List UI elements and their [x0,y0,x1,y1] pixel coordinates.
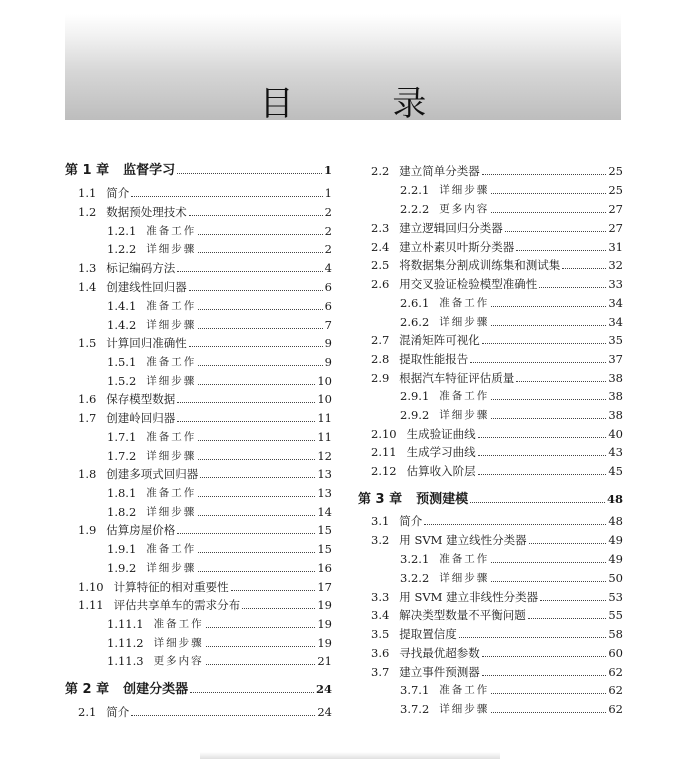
toc-entry-page: 15 [317,523,332,537]
toc-entry [358,294,623,313]
toc-entry-page: 45 [608,464,623,478]
toc-entry-page: 62 [608,683,623,697]
toc-entry [358,663,623,682]
toc-entry-title: 用 SVM 建立线性分类器 [399,533,527,547]
toc-entry-page: 38 [608,371,623,385]
toc-entry [358,369,623,388]
toc-leader-dots [491,581,606,582]
toc-entry-title: 建立朴素贝叶斯分类器 [399,240,515,254]
toc-entry [65,297,332,316]
toc-leader-dots [198,571,315,572]
toc-leader-dots [198,496,315,497]
toc-entry-number: 2.6 [371,277,390,291]
toc-entry-number: 1.5.1 [107,355,137,369]
toc-entry-page: 14 [317,505,332,519]
toc-entry-title: 评估共享单车的需求分布 [113,598,241,612]
toc-entry [65,634,332,653]
toc-entry-title: 计算特征的相对重要性 [113,580,229,594]
toc-entry-number: 1.2 [78,205,97,219]
toc-entry-title: 详细步骤 [146,243,197,255]
footer-cutoff [200,752,500,759]
toc-entry-page: 58 [608,627,623,641]
toc-entry-page: 9 [324,355,332,369]
toc-leader-dots [198,252,322,253]
toc-entry-page: 32 [608,258,623,272]
toc-entry-title: 准备工作 [439,684,490,696]
toc-leader-dots [177,533,315,534]
toc-entry [65,222,332,241]
toc-entry-number: 1.7.2 [107,449,137,463]
toc-entry-page: 55 [608,608,623,622]
toc-entry-title: 详细步骤 [146,375,197,387]
toc-entry-number: 2.6.1 [400,296,430,310]
toc-entry-page: 1 [323,163,332,177]
toc-entry-title: 准备工作 [439,297,490,309]
toc-entry-page: 16 [317,561,332,575]
toc-entry-title: 用 SVM 建立非线性分类器 [399,590,539,604]
toc-entry-number: 3.7.2 [400,702,430,716]
toc-entry-number: 1.5 [78,336,97,350]
toc-entry-title: 估算收入阶层 [406,464,476,478]
toc-entry [358,350,623,369]
toc-entry-title: 提取性能报告 [399,352,469,366]
toc-entry-number: 1.9 [78,523,97,537]
toc-leader-dots [516,250,606,251]
toc-entry-number: 第 2 章 [65,682,110,697]
toc-entry-title: 混淆矩阵可视化 [399,333,480,347]
toc-entry-number: 2.2.1 [400,183,430,197]
toc-entry-page: 27 [608,202,623,216]
toc-entry-title: 简介 [399,514,423,528]
toc-entry [65,596,332,615]
toc-entry-number: 1.1 [78,186,97,200]
toc-entry [358,606,623,625]
toc-entry [65,409,332,428]
toc-entry-title: 详细步骤 [153,637,204,649]
toc-entry-page: 38 [608,408,623,422]
toc-entry [358,681,623,700]
toc-entry-page: 40 [608,427,623,441]
toc-entry-title: 保存模型数据 [106,392,176,406]
toc-entry-number: 2.6.2 [400,315,430,329]
toc-entry-title: 更多内容 [439,203,490,215]
toc-leader-dots [478,455,607,456]
toc-leader-dots [198,552,315,553]
toc-entry-page: 6 [324,299,332,313]
toc-entry-title: 用交叉验证检验模型准确性 [399,277,538,291]
toc-entry [65,578,332,597]
toc-entry-page: 25 [608,183,623,197]
toc-leader-dots [478,437,607,438]
toc-leader-dots [528,618,607,619]
toc-entry [65,540,332,559]
toc-entry [65,521,332,540]
toc-entry-title: 详细步骤 [439,316,490,328]
toc-entry [65,334,332,353]
toc-leader-dots [198,365,322,366]
toc-leader-dots [206,646,316,647]
toc-entry-number: 2.8 [371,352,390,366]
toc-leader-dots [189,346,323,347]
toc-leader-dots [482,675,607,676]
toc-entry [358,644,623,663]
toc-leader-dots [491,562,606,563]
toc-entry-number: 1.2.2 [107,242,137,256]
toc-leader-dots [459,637,607,638]
toc-entry-number: 1.4 [78,280,97,294]
toc-entry [358,462,623,481]
toc-entry-page: 9 [324,336,332,350]
toc-entry-number: 2.3 [371,221,390,235]
toc-entry-title: 准备工作 [146,225,197,237]
toc-entry-number: 3.2.1 [400,552,430,566]
toc-entry-number: 2.9 [371,371,390,385]
toc-leader-dots [131,715,315,716]
toc-entry-page: 34 [608,296,623,310]
toc-entry-number: 1.4.2 [107,318,137,332]
toc-entry-number: 第 1 章 [65,163,110,178]
toc-entry [65,652,332,671]
toc-entry-title: 简介 [106,705,130,719]
toc-entry-number: 1.9.1 [107,542,137,556]
toc-chapter-entry [65,161,332,180]
toc-entry [358,588,623,607]
toc-entry-title: 准备工作 [439,390,490,402]
toc-entry-number: 1.11 [78,598,104,612]
toc-entry-number: 3.2 [371,533,390,547]
toc-leader-dots [177,421,315,422]
toc-entry-title: 更多内容 [153,655,204,667]
toc-entry [65,390,332,409]
toc-entry-title: 详细步骤 [146,562,197,574]
toc-entry-number: 2.11 [371,445,397,459]
toc-entry-page: 2 [324,205,332,219]
toc-entry-number: 1.11.2 [107,636,144,650]
toc-entry-number: 1.10 [78,580,104,594]
toc-entry-page: 35 [608,333,623,347]
toc-entry-title: 生成验证曲线 [406,427,476,441]
toc-leader-dots [206,627,316,628]
toc-entry [65,353,332,372]
toc-entry-title: 建立逻辑回归分类器 [399,221,503,235]
toc-entry [358,219,623,238]
toc-entry-page: 2 [324,224,332,238]
toc-entry-page: 34 [608,315,623,329]
toc-entry [65,184,332,203]
toc-entry-title: 创建分类器 [123,682,189,697]
toc-entry [358,443,623,462]
toc-leader-dots [242,608,315,609]
toc-entry-title: 详细步骤 [146,450,197,462]
toc-entry-title: 详细步骤 [146,506,197,518]
toc-leader-dots [529,543,607,544]
toc-entry-page: 21 [317,654,332,668]
toc-left-column [65,0,332,759]
toc-entry [65,559,332,578]
toc-entry-page: 24 [317,705,332,719]
toc-leader-dots [539,287,606,288]
toc-entry-title: 详细步骤 [439,184,490,196]
toc-entry-number: 1.6 [78,392,97,406]
toc-entry [358,331,623,350]
toc-leader-dots [482,343,607,344]
toc-entry-title: 详细步骤 [439,703,490,715]
toc-leader-dots [206,664,316,665]
toc-entry-title: 监督学习 [123,163,176,178]
toc-entry-title: 将数据集分割成训练集和测试集 [399,258,561,272]
toc-entry [65,428,332,447]
toc-entry [358,256,623,275]
toc-entry-page: 33 [608,277,623,291]
toc-entry-number: 2.9.1 [400,389,430,403]
toc-entry [65,316,332,335]
toc-entry [358,531,623,550]
toc-leader-dots [470,502,605,503]
toc-entry-number: 3.7.1 [400,683,430,697]
toc-entry-title: 数据预处理技术 [106,205,187,219]
toc-entry-number: 2.5 [371,258,390,272]
toc-entry-page: 49 [608,533,623,547]
toc-entry-title: 准备工作 [146,300,197,312]
toc-leader-dots [562,268,606,269]
toc-entry-title: 准备工作 [146,487,197,499]
toc-entry-page: 12 [317,449,332,463]
toc-leader-dots [482,174,607,175]
toc-entry [358,406,623,425]
toc-entry-number: 1.8 [78,467,97,481]
toc-entry-title: 创建岭回归器 [106,411,176,425]
toc-leader-dots [198,515,315,516]
toc-entry-title: 准备工作 [146,356,197,368]
toc-leader-dots [198,440,315,441]
toc-entry-number: 2.4 [371,240,390,254]
toc-entry-number: 1.4.1 [107,299,137,313]
toc-entry [65,203,332,222]
toc-entry-number: 2.2.2 [400,202,430,216]
toc-entry [65,465,332,484]
toc-entry-number: 1.7 [78,411,97,425]
toc-leader-dots [131,196,322,197]
toc-entry-page: 49 [608,552,623,566]
toc-entry-number: 2.9.2 [400,408,430,422]
toc-leader-dots [198,384,315,385]
toc-entry-page: 13 [317,467,332,481]
toc-leader-dots [491,212,606,213]
toc-entry-title: 标记编码方法 [106,261,176,275]
toc-entry-number: 2.1 [78,705,97,719]
toc-entry-number: 1.7.1 [107,430,137,444]
toc-entry-page: 2 [324,242,332,256]
toc-entry [65,703,332,722]
toc-entry-number: 1.8.1 [107,486,137,500]
toc-leader-dots [190,692,314,693]
toc-entry-title: 估算房屋价格 [106,523,176,537]
toc-entry-page: 62 [608,702,623,716]
toc-entry-title: 根据汽车特征评估质量 [399,371,515,385]
toc-entry-page: 48 [608,514,623,528]
toc-entry-page: 25 [608,164,623,178]
toc-entry-number: 2.10 [371,427,397,441]
toc-entry-page: 19 [317,617,332,631]
toc-entry-number: 1.2.1 [107,224,137,238]
toc-entry-number: 3.5 [371,627,390,641]
toc-leader-dots [491,306,606,307]
toc-entry [358,238,623,257]
toc-entry-page: 13 [317,486,332,500]
toc-entry [358,181,623,200]
toc-entry-number: 3.1 [371,514,390,528]
toc-entry [65,447,332,466]
toc-leader-dots [478,474,607,475]
toc-entry-title: 详细步骤 [439,409,490,421]
toc-entry-page: 11 [317,411,332,425]
toc-leader-dots [177,173,322,174]
toc-leader-dots [198,234,322,235]
toc-entry-page: 62 [608,665,623,679]
toc-entry-number: 1.11.1 [107,617,144,631]
toc-leader-dots [424,524,606,525]
toc-entry [65,240,332,259]
toc-right-column [358,0,623,759]
toc-entry-title: 简介 [106,186,130,200]
toc-entry-title: 生成学习曲线 [406,445,476,459]
toc-entry-number: 2.7 [371,333,390,347]
toc-entry [65,372,332,391]
toc-leader-dots [470,362,606,363]
toc-entry-title: 创建多项式回归器 [106,467,199,481]
toc-leader-dots [177,402,315,403]
toc-entry [358,512,623,531]
toc-leader-dots [491,418,606,419]
toc-entry [65,503,332,522]
toc-entry-title: 解决类型数量不平衡问题 [399,608,526,622]
toc-entry-page: 50 [608,571,623,585]
toc-entry-page: 10 [317,392,332,406]
toc-entry [358,387,623,406]
toc-leader-dots [177,271,322,272]
toc-entry-page: 43 [608,445,623,459]
toc-entry-title: 建立事件预测器 [399,665,480,679]
toc-entry-number: 1.3 [78,261,97,275]
toc-entry-page: 37 [608,352,623,366]
toc-entry-number: 3.3 [371,590,390,604]
toc-leader-dots [198,309,322,310]
toc-entry [65,259,332,278]
toc-entry-title: 准备工作 [146,543,197,555]
toc-entry-page: 24 [315,682,332,696]
toc-entry [358,313,623,332]
toc-leader-dots [189,290,323,291]
toc-entry-page: 7 [324,318,332,332]
toc-entry-number: 1.9.2 [107,561,137,575]
toc-entry-number: 2.12 [371,464,397,478]
toc-chapter-entry [358,490,623,509]
toc-entry [65,484,332,503]
toc-entry-title: 寻找最优超参数 [399,646,480,660]
toc-leader-dots [491,325,606,326]
toc-entry-page: 27 [608,221,623,235]
toc-entry-number: 第 3 章 [358,492,403,507]
toc-leader-dots [540,600,606,601]
toc-entry-number: 3.7 [371,665,390,679]
toc-entry-page: 4 [324,261,332,275]
toc-entry-page: 11 [317,430,332,444]
toc-entry-page: 6 [324,280,332,294]
toc-chapter-entry [65,680,332,699]
toc-entry-number: 3.4 [371,608,390,622]
toc-entry-title: 准备工作 [439,553,490,565]
toc-leader-dots [482,656,607,657]
toc-entry-number: 1.11.3 [107,654,144,668]
toc-leader-dots [198,459,315,460]
toc-leader-dots [231,590,316,591]
toc-entry [358,275,623,294]
toc-entry-page: 38 [608,389,623,403]
toc-entry-number: 2.2 [371,164,390,178]
toc-leader-dots [491,693,606,694]
toc-entry [358,200,623,219]
toc-title: 目 录 [259,84,471,124]
toc-entry-page: 48 [606,492,623,506]
toc-entry [358,625,623,644]
toc-leader-dots [491,712,606,713]
toc-entry-title: 计算回归准确性 [106,336,187,350]
toc-entry-page: 15 [317,542,332,556]
toc-leader-dots [491,193,606,194]
toc-entry [358,425,623,444]
toc-entry-page: 17 [317,580,332,594]
toc-entry-title: 预测建模 [416,492,469,507]
toc-entry-number: 1.8.2 [107,505,137,519]
toc-entry-page: 19 [317,636,332,650]
toc-entry-title: 创建线性回归器 [106,280,187,294]
toc-entry-page: 31 [608,240,623,254]
toc-leader-dots [505,231,607,232]
toc-entry-page: 1 [324,186,332,200]
toc-entry-title: 建立简单分类器 [399,164,480,178]
toc-entry-number: 1.5.2 [107,374,137,388]
toc-entry-page: 10 [317,374,332,388]
toc-entry-title: 详细步骤 [146,319,197,331]
toc-leader-dots [198,328,322,329]
toc-entry-title: 详细步骤 [439,572,490,584]
toc-entry-number: 3.2.2 [400,571,430,585]
toc-leader-dots [516,381,606,382]
toc-entry-page: 60 [608,646,623,660]
toc-leader-dots [189,215,323,216]
toc-entry-page: 53 [608,590,623,604]
toc-entry [358,550,623,569]
toc-entry [358,700,623,719]
toc-leader-dots [200,477,315,478]
toc-entry-title: 准备工作 [146,431,197,443]
toc-entry [358,162,623,181]
toc-entry-title: 提取置信度 [399,627,457,641]
toc-entry-number: 3.6 [371,646,390,660]
toc-entry-title: 准备工作 [153,618,204,630]
toc-entry [65,278,332,297]
toc-entry-page: 19 [317,598,332,612]
toc-entry [358,569,623,588]
toc-leader-dots [491,399,606,400]
toc-entry [65,615,332,634]
